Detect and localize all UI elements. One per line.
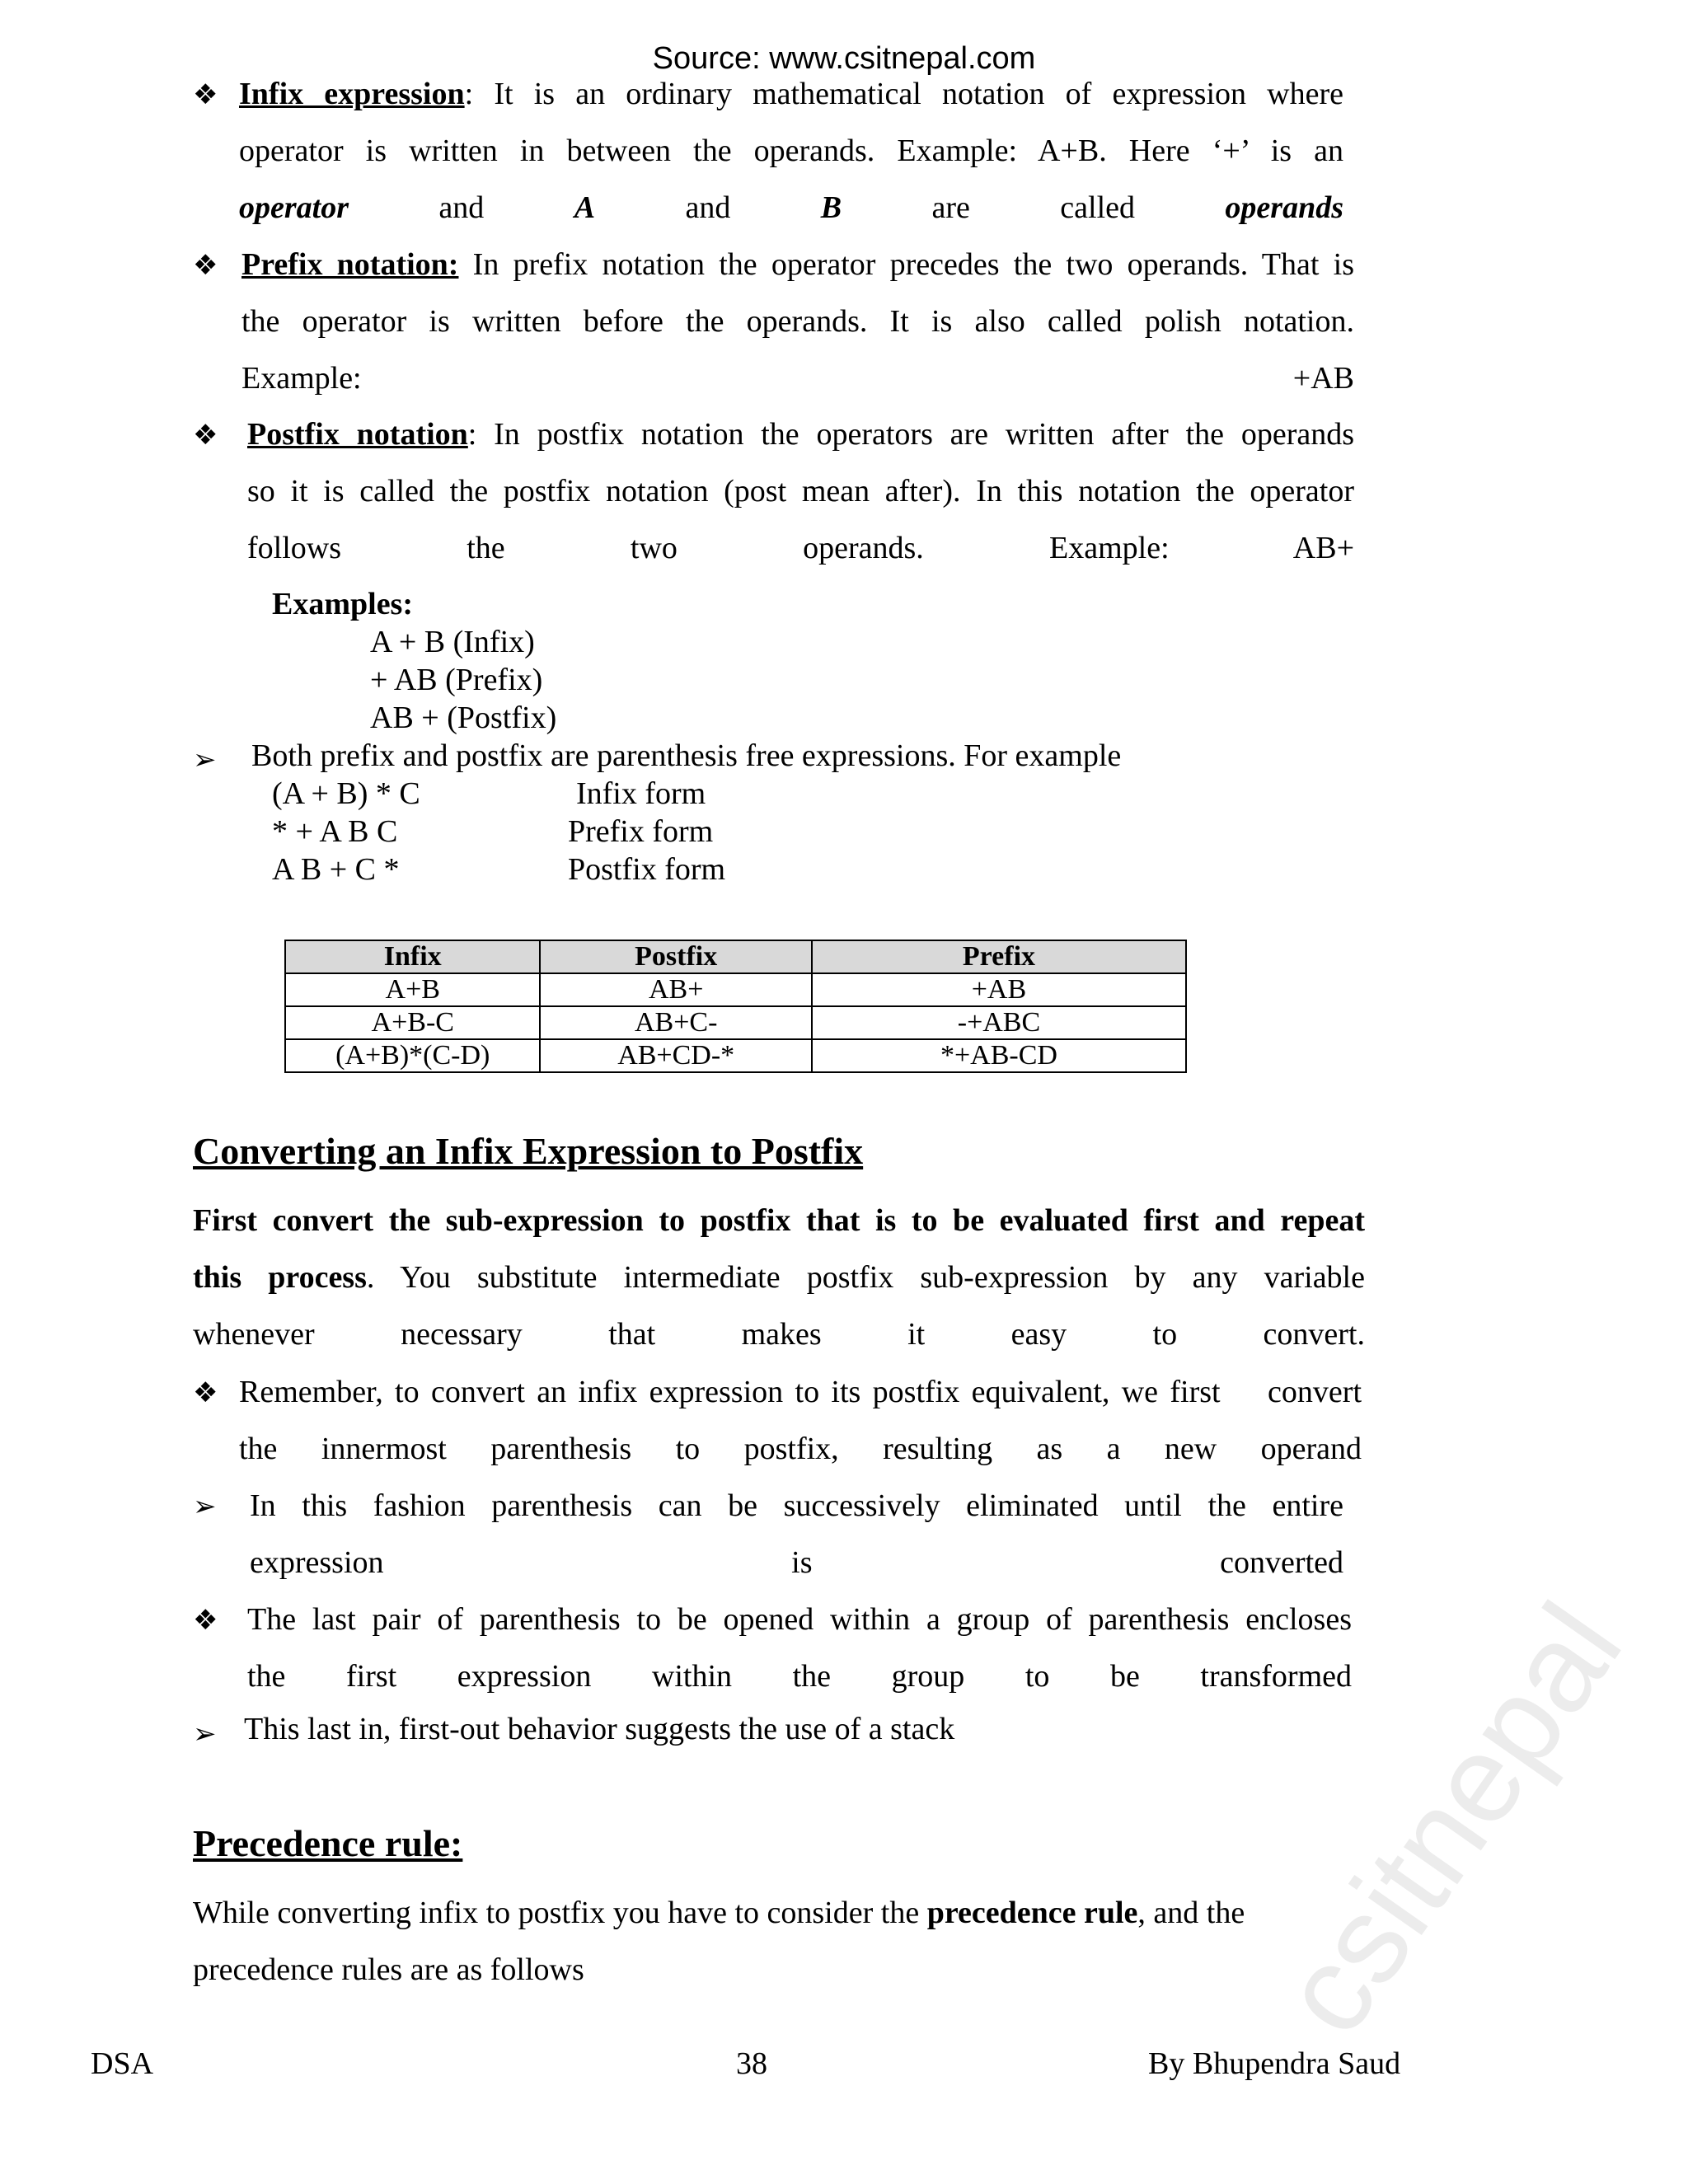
parenthesis-free-text: Both prefix and postfix are parenthesis free expressions. For example	[251, 738, 1122, 773]
diamond-bullet-icon: ❖	[193, 249, 218, 282]
precedence-intro: While converting infix to postfix you have to consider the precedence rule, and the precedence rules are as follows	[193, 1896, 1245, 1987]
table-cell: +AB	[812, 973, 1186, 1006]
arrow-bullet-icon: ➢	[193, 743, 217, 776]
example-item: + AB (Prefix)	[370, 663, 543, 697]
table-cell: AB+C-	[540, 1006, 811, 1039]
table-cell: A+B	[285, 973, 540, 1006]
example-expr: (A + B) * C	[272, 776, 420, 811]
example-item: A + B (Infix)	[370, 625, 535, 659]
table-row	[285, 973, 1186, 1006]
notation-table	[284, 940, 1187, 1073]
infix-term: Infix expression	[239, 77, 465, 111]
table-cell: -+ABC	[812, 1006, 1186, 1039]
last-pair-point: The last pair of parenthesis to be opened within a group of parenthesis encloses the first expression within the group to be transformed	[247, 1602, 1352, 1694]
infix-definition: Infix expression: It is an ordinary mathematical notation of expression where operator is written in between the operands. Example: A+B. Here ‘+’ is an operator and A and B are called operands	[239, 77, 1343, 225]
source-line: Source: www.csitnepal.com	[652, 41, 1036, 76]
postfix-term: Postfix notation	[247, 417, 468, 452]
prefix-definition: Prefix notation: In prefix notation the operator precedes the two operands. That is the operator is written before the operands. It is also called polish notation. Example: +AB	[241, 247, 1354, 396]
page-number: 38	[736, 2046, 767, 2081]
table-cell: A+B-C	[285, 1006, 540, 1039]
table-cell: AB+	[540, 973, 811, 1006]
diamond-bullet-icon: ❖	[193, 1376, 218, 1409]
footer-left: DSA	[91, 2046, 154, 2081]
arrow-bullet-icon: ➢	[193, 1718, 217, 1750]
table-cell: (A+B)*(C-D)	[285, 1039, 540, 1072]
prefix-term: Prefix notation:	[241, 247, 459, 282]
column-header: Prefix	[812, 940, 1186, 973]
examples-title: Examples:	[272, 587, 413, 621]
example-expr: * + A B C	[272, 814, 398, 849]
diamond-bullet-icon: ❖	[193, 1604, 218, 1637]
fashion-point: In this fashion parenthesis can be successively eliminated until the entire expression is converted	[250, 1488, 1343, 1580]
table-header-row	[285, 940, 1186, 973]
table-row	[285, 1006, 1186, 1039]
example-form: Infix form	[576, 776, 706, 811]
footer-author: By Bhupendra Saud	[1148, 2046, 1401, 2081]
remember-point: Remember, to convert an infix expression to its postfix equivalent, we first convert the innermost parenthesis to postfix, resulting as a new operand	[239, 1375, 1362, 1466]
table-row	[285, 1039, 1186, 1072]
arrow-bullet-icon: ➢	[193, 1490, 217, 1523]
table-cell: AB+CD-*	[540, 1039, 811, 1072]
example-item: AB + (Postfix)	[370, 701, 557, 735]
postfix-definition: Postfix notation: In postfix notation the operators are written after the operands so it is called the postfix notation (post mean after). In this notation the operator follows the two operands. Example: AB+	[247, 417, 1355, 565]
diamond-bullet-icon: ❖	[193, 78, 218, 111]
column-header: Postfix	[540, 940, 811, 973]
section-heading-precedence: Precedence rule:	[193, 1822, 463, 1864]
watermark: csitnepal	[1254, 1579, 1648, 2059]
column-header: Infix	[285, 940, 540, 973]
example-expr: A B + C *	[272, 852, 400, 887]
diamond-bullet-icon: ❖	[193, 419, 218, 452]
lifo-point: This last in, first-out behavior suggests the use of a stack	[244, 1712, 955, 1746]
converting-intro: First convert the sub-expression to postfix that is to be evaluated first and repeat this process. You substitute intermediate postfix sub-expression by any variable whenever necessary that makes it easy to convert.	[193, 1203, 1365, 1352]
table-cell: *+AB-CD	[812, 1039, 1186, 1072]
example-form: Postfix form	[568, 852, 726, 887]
section-heading-converting: Converting an Infix Expression to Postfix	[193, 1130, 864, 1172]
example-form: Prefix form	[568, 814, 714, 849]
